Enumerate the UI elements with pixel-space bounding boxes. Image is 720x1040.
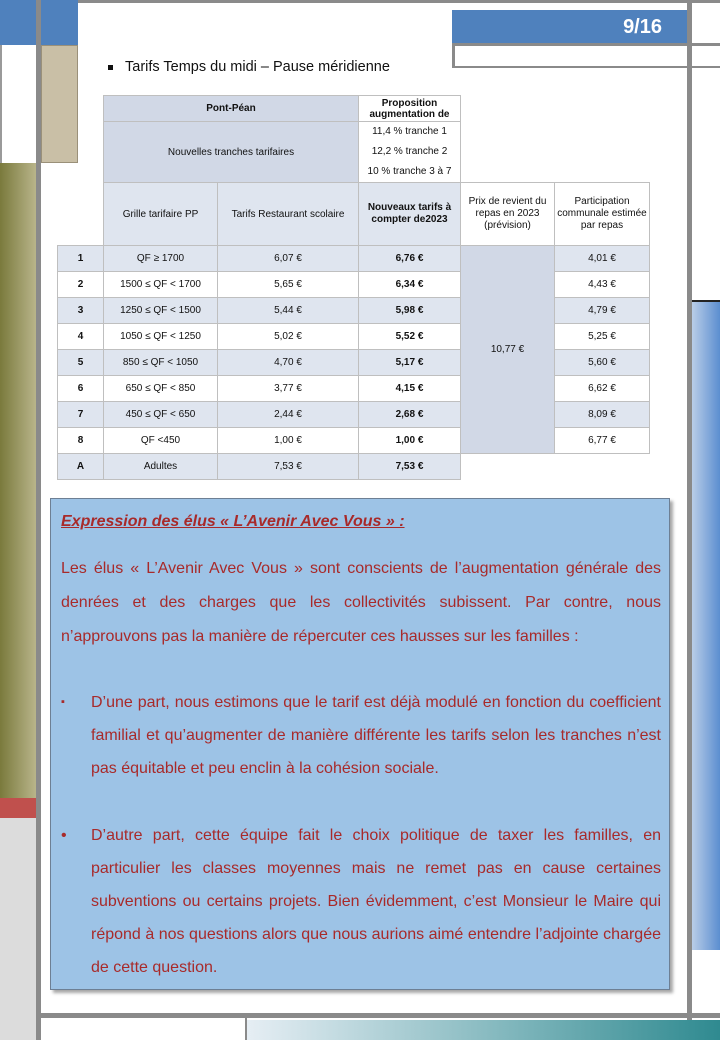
table-row (58, 402, 650, 428)
row-qf: QF ≥ 1700 (104, 246, 218, 272)
section-title: Tarifs Temps du midi – Pause méridienne (125, 59, 390, 75)
table-row (58, 324, 650, 350)
augmentation-tranche-2: 12,2 % tranche 2 (371, 146, 448, 157)
header-divider (452, 43, 720, 46)
nouvelles-tranches: Nouvelles tranches tarifaires (104, 122, 359, 183)
row-qf: 650 ≤ QF < 850 (104, 376, 218, 402)
table-row (58, 246, 650, 272)
row-nouveau: 6,76 € (359, 246, 461, 272)
row-participation: 4,43 € (555, 272, 650, 298)
tariff-table (57, 95, 650, 480)
frame-bottom-border (36, 1013, 720, 1018)
row-participation: 4,01 € (555, 246, 650, 272)
table-row (58, 298, 650, 324)
row-participation: 8,09 € (555, 402, 650, 428)
row-qf: Adultes (104, 454, 218, 480)
row-tarif: 7,53 € (218, 454, 359, 480)
row-qf: 1050 ≤ QF < 1250 (104, 324, 218, 350)
row-qf: QF <450 (104, 428, 218, 454)
row-nouveau: 5,17 € (359, 350, 461, 376)
row-number: 3 (58, 298, 104, 324)
col-header-nouveaux: Nouveaux tarifs à compter de2023 (359, 183, 461, 246)
row-nouveau: 5,52 € (359, 324, 461, 350)
expression-bullet-2 (61, 819, 661, 984)
augmentation-tranche-1: 11,4 % tranche 1 (372, 126, 447, 137)
row-participation: 4,79 € (555, 298, 650, 324)
row-number: 2 (58, 272, 104, 298)
expression-box (50, 498, 670, 990)
table-empty-cell (58, 122, 104, 183)
row-number: 4 (58, 324, 104, 350)
row-qf: 450 ≤ QF < 650 (104, 402, 218, 428)
table-row (58, 428, 650, 454)
row-nouveau: 6,34 € (359, 272, 461, 298)
table-empty-cell (58, 183, 104, 246)
red-decor-block (0, 798, 36, 818)
row-tarif: 5,44 € (218, 298, 359, 324)
row-nouveau: 2,68 € (359, 402, 461, 428)
row-qf: 850 ≤ QF < 1050 (104, 350, 218, 376)
bottom-gradient-bar (247, 1020, 720, 1040)
row-number: 1 (58, 246, 104, 272)
augmentation-list (359, 122, 461, 183)
row-number: 7 (58, 402, 104, 428)
row-qf: 1500 ≤ QF < 1700 (104, 272, 218, 298)
table-row (58, 350, 650, 376)
header-pont-pean: Pont-Péan (104, 96, 359, 122)
prix-revient-cell: 10,77 € (461, 246, 555, 454)
gray-decor-block (0, 818, 36, 1040)
square-bullet-icon: ▪ (61, 696, 65, 708)
table-empty-cell (461, 122, 650, 183)
header-proposition: Proposition augmentation de (359, 96, 461, 122)
augmentation-tranche-3-7: 10 % tranche 3 à 7 (367, 166, 452, 177)
expression-bullet-1 (61, 686, 661, 785)
bullet-text: D’autre part, cette équipe fait le choix politique de taxer les familles, en particulier les classes moyennes mais ne remet pas en cause certaines subventions ou certains projets. Bien évidemment, c’est Monsieur le Maire qui répond à nos questions alors que nous aurions aimé entendre l’adjointe chargée de cette question. (91, 827, 661, 976)
col-header-grille: Grille tarifaire PP (104, 183, 218, 246)
row-tarif: 4,70 € (218, 350, 359, 376)
row-number: 5 (58, 350, 104, 376)
row-tarif: 5,65 € (218, 272, 359, 298)
expression-heading: Expression des élus « L’Avenir Avec Vous » : (61, 513, 405, 530)
row-participation: 5,60 € (555, 350, 650, 376)
bullet-text: D’une part, nous estimons que le tarif est déjà modulé en fonction du coefficient familial et qu’augmenter de manière différente les tarifs selon les tranches n’est pas équitable et peu enclin à la cohésion sociale. (91, 694, 661, 777)
col-header-participation: Participation communale estimée par repas (555, 183, 650, 246)
row-participation: 6,62 € (555, 376, 650, 402)
row-nouveau: 5,98 € (359, 298, 461, 324)
header-divider-vertical (452, 46, 455, 68)
row-nouveau: 7,53 € (359, 454, 461, 480)
row-qf: 1250 ≤ QF < 1500 (104, 298, 218, 324)
expression-intro: Les élus « L’Avenir Avec Vous » sont conscients de l’augmentation générale des denrées et des charges que les collectivités subissent. Par contre, nous n’approuvons pas la manière de répercuter ces hausses sur les familles : (61, 560, 661, 645)
col-header-tarifs: Tarifs Restaurant scolaire (218, 183, 359, 246)
row-number: 6 (58, 376, 104, 402)
row-nouveau: 1,00 € (359, 428, 461, 454)
table-empty-cell (58, 96, 104, 122)
section-bullet-icon (108, 65, 113, 70)
row-tarif: 3,77 € (218, 376, 359, 402)
table-empty-cell (555, 454, 650, 480)
row-tarif: 6,07 € (218, 246, 359, 272)
row-tarif: 2,44 € (218, 402, 359, 428)
round-bullet-icon: • (61, 827, 67, 844)
table-row (58, 272, 650, 298)
table-row-adultes (58, 454, 650, 480)
header-divider-lower (452, 66, 720, 68)
row-tarif: 1,00 € (218, 428, 359, 454)
row-number: A (58, 454, 104, 480)
col-header-prix: Prix de revient du repas en 2023 (prévision) (461, 183, 555, 246)
row-number: 8 (58, 428, 104, 454)
row-nouveau: 4,15 € (359, 376, 461, 402)
frame-top-border (78, 0, 720, 3)
table-empty-cell (461, 96, 650, 122)
olive-decor-block (0, 163, 36, 798)
right-blue-decor (692, 300, 720, 950)
row-tarif: 5,02 € (218, 324, 359, 350)
page-number: 9/16 (623, 16, 662, 38)
table-empty-cell (461, 454, 555, 480)
table-row (58, 376, 650, 402)
row-participation: 5,25 € (555, 324, 650, 350)
row-participation: 6,77 € (555, 428, 650, 454)
